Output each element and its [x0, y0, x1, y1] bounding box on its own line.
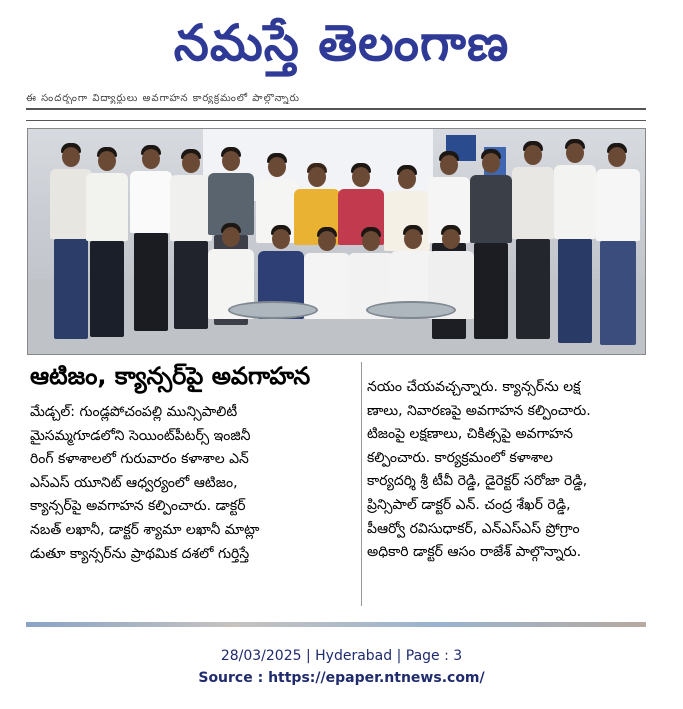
photo-cutline: ఈ సందర్భంగా విద్యార్థులు అవగాహన కార్యక్రమంలో పాల్గొన్నారు	[26, 93, 300, 104]
article-line: డుతూ క్యాన్సర్‌ను ప్రాథమిక దశలో గుర్తిస్తే	[30, 545, 250, 562]
top-rule	[26, 108, 646, 110]
article-line: ఎస్ఎస్ యూనిట్ ఆధ్వర్యంలో ఆటిజం,	[30, 474, 238, 491]
footer-date: 28/03/2025	[220, 648, 302, 664]
footer-separator: |	[396, 648, 402, 664]
table	[228, 301, 318, 319]
top-rule-thin	[26, 120, 646, 121]
article-line: రింగ్ కళాశాలలో గురువారం కళాశాల ఎన్	[30, 451, 249, 468]
article-line: పీఆర్వో రవిసుధాకర్, ఎన్ఎస్ఎస్ ప్రోగ్రాం	[367, 520, 580, 537]
article-line: నబత్ లఖానీ, డాక్టర్ శ్యామా లఖానీ మాట్లా	[30, 521, 260, 538]
footer-source[interactable]: Source : https://epaper.ntnews.com/	[198, 670, 485, 686]
column-divider	[361, 362, 362, 606]
article-line: కార్యదర్శి శ్రీ టీవీ రెడ్డి, డైరెక్టర్ సరోజా రెడ్డి,	[367, 473, 588, 490]
article-line: క్యాన్సర్‌పై అవగాహన కల్పించారు. డాక్టర్	[30, 498, 246, 515]
masthead	[0, 4, 683, 82]
masthead-title: నమస్తే తెలంగాణ	[173, 14, 510, 72]
article-line: కల్పించారు. కార్యక్రమంలో కళాశాల	[367, 449, 553, 466]
table	[366, 301, 456, 319]
group-photo	[27, 128, 646, 355]
article-line: ప్రిన్సిపాల్ డాక్టర్ ఎన్. చంద్ర శేఖర్ రెడ్డి,	[367, 496, 571, 513]
article-line: టిజంపై లక్షణాలు, చికిత్సపై అవగాహన	[367, 426, 573, 443]
footer-city: Hyderabad	[315, 648, 393, 664]
article-line: మేడ్చల్: గుండ్లపోచంపల్లి మున్సిపాలిటీ	[30, 404, 238, 420]
article-line: మైసమ్మగూడలోని సెయింట్‌పీటర్స్ ఇంజినీ	[30, 427, 251, 444]
footer-separator: |	[305, 648, 311, 664]
article-headline: ఆటిజం, క్యాన్సర్‌పై అవగాహన	[30, 362, 311, 390]
article-column-left	[30, 401, 358, 566]
article-line: అధికారి డాక్టర్ ఆసం రాజేశ్ పాల్గొన్నారు.	[367, 544, 582, 561]
article-line: నయం చేయవచ్చన్నారు. క్యాన్సర్‌ను లక్ష	[367, 379, 581, 395]
footer-page: Page : 3	[405, 648, 463, 664]
footer-info	[0, 648, 683, 664]
next-photo-strip	[26, 622, 646, 627]
article-column-right	[367, 376, 647, 565]
article-line: ణాలు, నివారణపై అవగాహన కల్పించారు.	[367, 402, 591, 419]
